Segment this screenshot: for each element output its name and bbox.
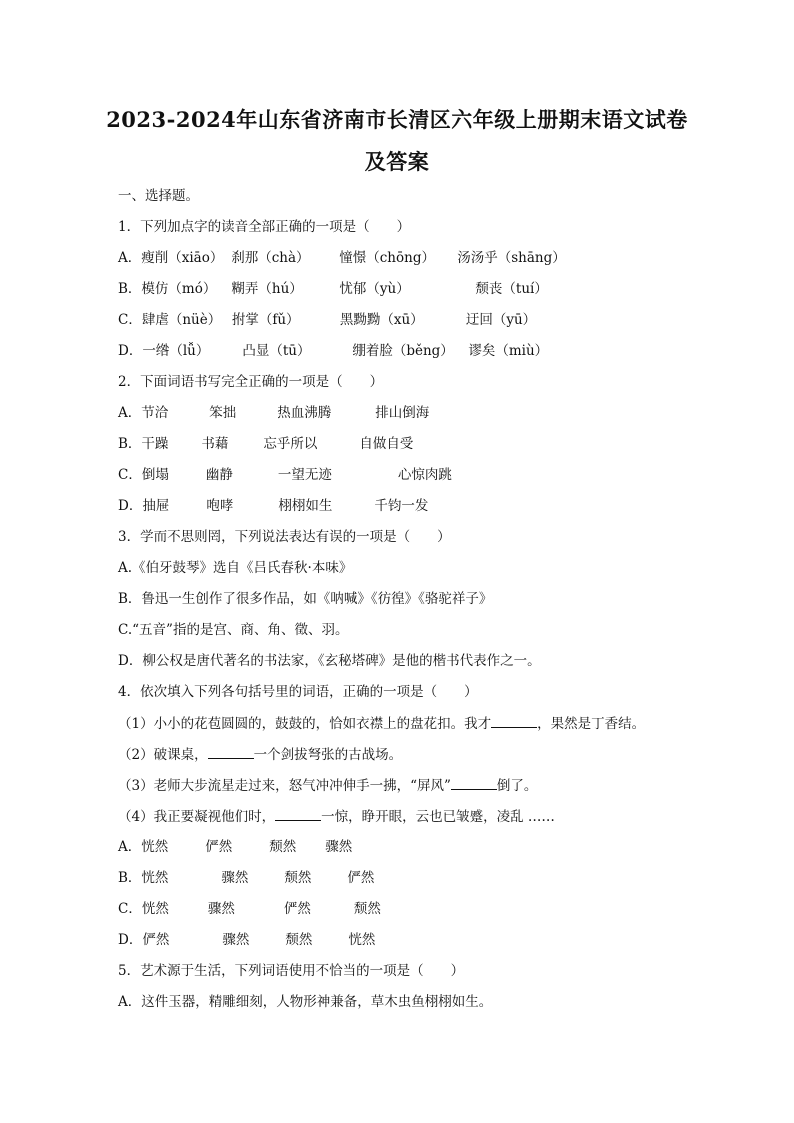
option-item: 抽屉 xyxy=(142,498,170,514)
option-item: 一望无迹 xyxy=(277,467,332,483)
option-item: 忘乎所以 xyxy=(263,436,318,452)
option-label: D． xyxy=(118,498,143,514)
option-item: 咆哮 xyxy=(206,498,234,514)
option-item: 俨然 xyxy=(142,932,170,948)
option-item: 拊掌（fǔ） xyxy=(231,312,300,328)
q4-option-c xyxy=(118,899,381,919)
option-item: 千钧一发 xyxy=(374,498,429,514)
fill-blank xyxy=(491,713,537,728)
option-item: 颓丧（tuí） xyxy=(475,281,548,297)
q4-option-d xyxy=(118,930,375,950)
option-item: 心惊肉跳 xyxy=(397,467,452,483)
fill-blank xyxy=(275,806,321,821)
option-item: 排山倒海 xyxy=(375,405,430,421)
option-item: 干躁 xyxy=(141,436,169,452)
q3-option-b: B．鲁迅一生创作了很多作品，如《呐喊》《彷徨》《骆驼祥子》 xyxy=(118,591,493,607)
q2-option-d xyxy=(118,496,428,516)
option-item: 绷着脸（běng） xyxy=(352,343,454,359)
q3-option-c: C.“五音”指的是宫、商、角、徵、羽。 xyxy=(118,622,349,638)
option-item: 凸显（tū） xyxy=(242,343,311,359)
option-item: 节洽 xyxy=(141,405,169,421)
option-label: A． xyxy=(118,839,142,855)
question-5-stem: 5．艺术源于生活，下列词语使用不恰当的一项是（ ） xyxy=(118,963,465,979)
option-item: 自做自受 xyxy=(359,436,414,452)
q4-sentence-2: （2）破课桌， 一个剑拔弩张的古战场。 xyxy=(118,744,402,765)
q2-option-c xyxy=(118,465,452,485)
q2-option-b xyxy=(118,434,413,454)
option-item: 骤然 xyxy=(325,839,353,855)
q4-option-a xyxy=(118,837,352,857)
option-item: 黑黝黝（xū） xyxy=(339,312,424,328)
fill-blank xyxy=(451,775,497,790)
option-label: C． xyxy=(118,467,142,483)
option-item: 恍然 xyxy=(141,870,169,886)
fill-blank xyxy=(208,744,254,759)
option-item: 恍然 xyxy=(348,932,376,948)
option-item: 瘦削（xiāo） xyxy=(141,250,224,266)
option-item: 忧郁（yù） xyxy=(339,281,410,297)
option-item: 憧憬（chōng） xyxy=(339,250,435,266)
option-item: 刹那（chà） xyxy=(231,250,310,266)
option-label: D． xyxy=(118,932,143,948)
question-3-stem: 3．学而不思则罔，下列说法表达有误的一项是（ ） xyxy=(118,529,451,545)
option-item: 俨然 xyxy=(205,839,233,855)
option-item: 恍然 xyxy=(141,839,169,855)
exam-title-line2: 及答案 xyxy=(364,149,430,174)
option-item: 模仿（mó） xyxy=(141,281,217,297)
option-item: 俨然 xyxy=(283,901,311,917)
option-label: C． xyxy=(118,901,142,917)
option-item: 栩栩如生 xyxy=(278,498,333,514)
option-item: 颓然 xyxy=(284,870,312,886)
option-item: 肆虐（nüè） xyxy=(141,312,222,328)
option-label: D． xyxy=(118,343,143,359)
option-label: C． xyxy=(118,312,142,328)
option-item: 俨然 xyxy=(347,870,375,886)
q2-option-a xyxy=(118,403,429,423)
q1-option-a xyxy=(118,248,566,268)
q1-option-d xyxy=(118,341,548,361)
option-item: 谬矣（miù） xyxy=(468,343,549,359)
q5-option-a: A．这件玉器，精雕细刻，人物形神兼备，草木虫鱼栩栩如生。 xyxy=(118,994,493,1010)
option-label: A． xyxy=(118,250,142,266)
option-label: A． xyxy=(118,405,142,421)
option-item: 倒塌 xyxy=(141,467,169,483)
option-item: 笨拙 xyxy=(209,405,237,421)
option-item: 恍然 xyxy=(141,901,169,917)
option-item: 热血沸腾 xyxy=(277,405,332,421)
option-item: 颓然 xyxy=(285,932,313,948)
option-item: 一绺（lǚ） xyxy=(142,343,210,359)
option-item: 幽静 xyxy=(205,467,233,483)
option-item: 糊弄（hú） xyxy=(231,281,303,297)
q4-sentence-4: （4）我正要凝视他们时， 一惊，睁开眼，云也已皱蹙，凌乱 …… xyxy=(118,806,555,827)
q4-option-b xyxy=(118,868,374,888)
option-item: 骤然 xyxy=(221,870,249,886)
q1-option-b xyxy=(118,279,548,299)
q3-option-d: D．柳公权是唐代著名的书法家，《玄秘塔碑》是他的楷书代表作之一。 xyxy=(118,653,541,669)
option-item: 骤然 xyxy=(207,901,235,917)
q1-option-c xyxy=(118,310,536,330)
exam-title-line1: 2023-2024年山东省济南市长清区六年级上册期末语文试卷 xyxy=(106,107,688,132)
question-4-stem: 4．依次填入下列各句括号里的词语，正确的一项是（ ） xyxy=(118,684,478,700)
option-label: B． xyxy=(118,870,142,886)
option-item: 书藉 xyxy=(201,436,229,452)
q4-sentence-1: （1）小小的花苞圆圆的，鼓鼓的，恰如衣襟上的盘花扣。我才 ，果然是丁香结。 xyxy=(118,713,645,734)
section-heading: 一、选择题。 xyxy=(118,188,199,204)
option-item: 颓然 xyxy=(269,839,297,855)
option-item: 颓然 xyxy=(353,901,381,917)
question-2-stem: 2．下面词语书写完全正确的一项是（ ） xyxy=(118,374,384,390)
option-label: B． xyxy=(118,281,142,297)
option-item: 汤汤乎（shāng） xyxy=(457,250,566,266)
option-item: 骤然 xyxy=(222,932,250,948)
q4-sentence-3: （3）老师大步流星走过来，怒气冲冲伸手一拂，“屏风” 倒了。 xyxy=(118,775,537,796)
option-label: B． xyxy=(118,436,142,452)
question-1-stem: 1．下列加点字的读音全部正确的一项是（ ） xyxy=(118,219,411,235)
q3-option-a: A.《伯牙鼓琴》选自《吕氏春秋·本味》 xyxy=(118,560,353,576)
option-item: 迂回（yū） xyxy=(465,312,537,328)
